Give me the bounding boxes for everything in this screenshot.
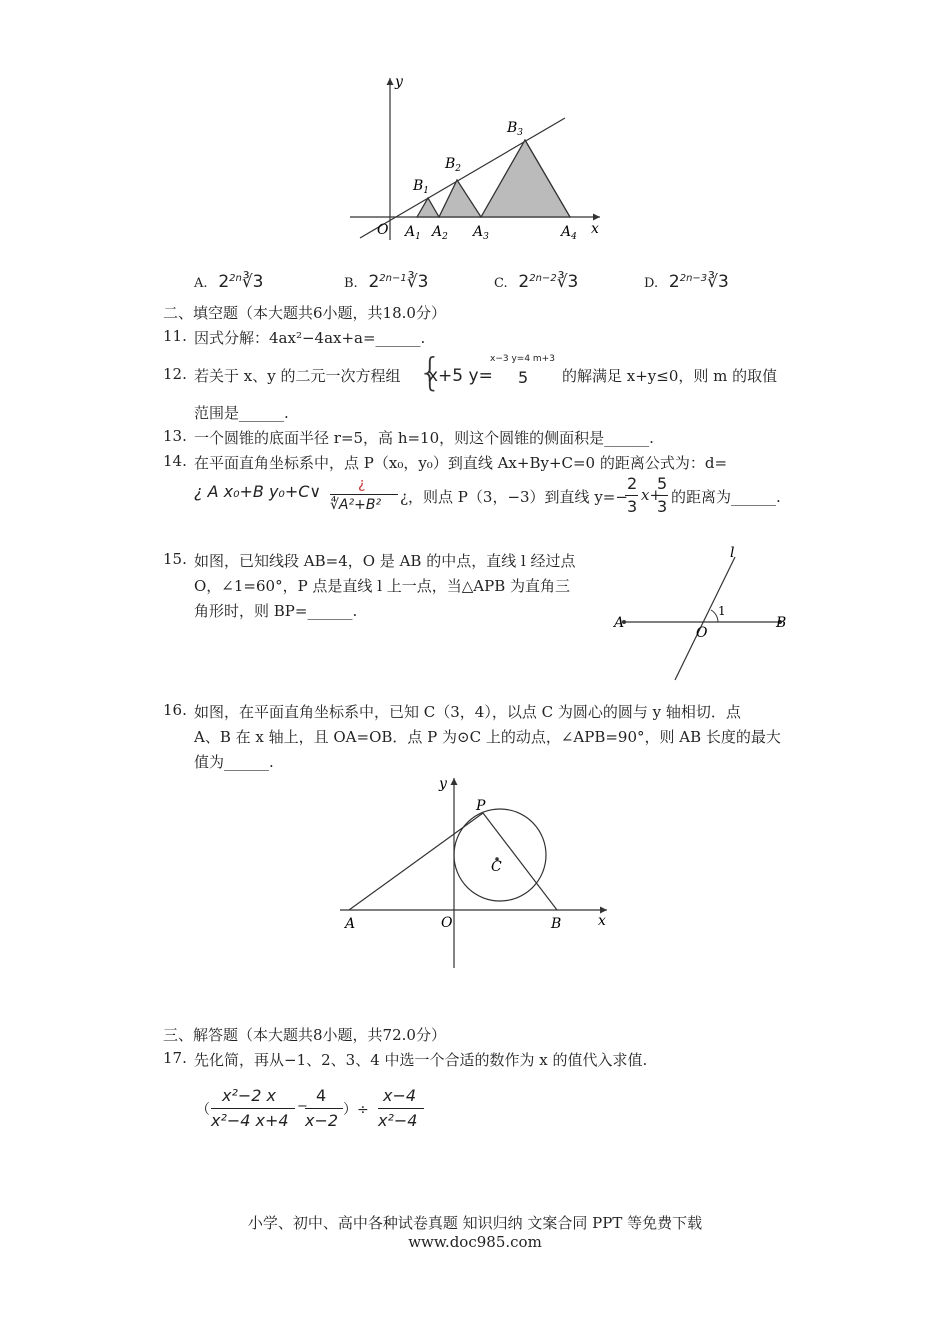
fig1-label-b2: $B_2$	[445, 156, 462, 174]
q17-close-divide: ）÷	[343, 1102, 369, 1118]
figure-line-through-midpoint	[610, 543, 800, 683]
q17-frac3-bar	[378, 1108, 424, 1109]
q14-line1: 在平面直角坐标系中，点 P（x₀，y₀）到直线 Ax+By+C=0 的距离公式为：d=	[194, 454, 728, 472]
q10-option-a: A. $2^{2n}∛3$	[194, 272, 264, 292]
q12-text: 若关于 x、y 的二元一次方程组	[194, 367, 401, 385]
q12-system-top: x−3 y=4 m+3	[490, 354, 555, 364]
figure-circle-tangent	[335, 770, 625, 975]
fig3-label-c: C	[491, 859, 502, 875]
q11-text: 因式分解：4ax²−4ax+a=______.	[194, 329, 426, 347]
q14-end: 的距离为______.	[671, 488, 781, 506]
fig3-label-o: O	[441, 915, 453, 931]
q14-formula-right: ¿，则点 P（3，−3）到直线 y=−	[400, 488, 628, 506]
q15-number: 15.	[163, 550, 187, 568]
q17-frac3-den: x²−4	[378, 1111, 418, 1130]
fig1-label-y: y	[395, 74, 403, 90]
q16-number: 16.	[163, 701, 187, 719]
q12-text-post: 的解满足 x+y≤0，则 m 的取值	[562, 367, 778, 385]
q10-option-d: D. $2^{2n-3}∛3$	[644, 272, 729, 292]
fig2-label-b: B	[776, 615, 787, 631]
q14-fraction1-den: 3	[627, 497, 638, 516]
q14-fraction2-bar	[655, 495, 668, 496]
q14-mid: x+	[641, 486, 663, 504]
fig2-label-o: O	[696, 625, 708, 641]
q12-number: 12.	[163, 365, 187, 383]
q15-line3: 角形时，则 BP=______.	[194, 602, 358, 620]
q14-frac-bar	[330, 494, 398, 495]
q12-text-line2: 范围是______.	[194, 404, 289, 422]
q14-number: 14.	[163, 452, 187, 470]
q15-line1: 如图，已知线段 AB=4，O 是 AB 的中点，直线 l 经过点	[194, 552, 576, 570]
fig1-label-o: O	[377, 222, 389, 238]
q15-line2: O，∠1=60°，P 点是直线 l 上一点，当△APB 为直角三	[194, 577, 571, 595]
footer-line1: 小学、初中、高中各种试卷真题 知识归纳 文案合同 PPT 等免费下载	[247, 1214, 703, 1232]
q10-option-b: B. $2^{2n-1}∛3$	[344, 272, 429, 292]
fig2-label-l: l	[730, 545, 735, 561]
fig3-label-y: y	[439, 776, 447, 792]
q17-frac1-num: x²−2 x	[222, 1086, 277, 1105]
q16-line2: A、B 在 x 轴上，且 OA=OB．点 P 为⊙C 上的动点，∠APB=90°，则 AB 长度的最大	[194, 728, 781, 746]
fig1-label-b1: $B_1$	[413, 178, 430, 196]
q13-number: 13.	[163, 427, 187, 445]
q17-frac1-bar	[211, 1108, 295, 1109]
fig1-label-a2: $A_2$	[432, 224, 448, 242]
fig2-label-a: A	[614, 615, 625, 631]
figure-triangles-on-line	[345, 68, 615, 248]
q10-option-c: C. $2^{2n-2}∛3$	[494, 272, 579, 292]
fig1-label-x: x	[591, 221, 599, 237]
section-heading-solutions: 三、解答题（本大题共8小题，共72.0分）	[163, 1026, 446, 1044]
fig1-label-a1: $A_1$	[405, 224, 421, 242]
fig3-label-b: B	[551, 916, 562, 932]
q17-open-paren: （	[196, 1102, 210, 1118]
q17-frac1-den: x²−4 x+4	[211, 1111, 289, 1130]
fig3-label-a: A	[345, 916, 356, 932]
q12-system-left: x+5 y=	[428, 366, 493, 386]
q17-minus: −	[297, 1099, 308, 1114]
section-heading-fill-in: 二、填空题（本大题共6小题，共18.0分）	[163, 304, 446, 322]
q16-line1: 如图，在平面直角坐标系中，已知 C（3，4），以点 C 为圆心的圆与 y 轴相切．点	[194, 703, 741, 721]
q17-frac2-num: 4	[316, 1086, 327, 1105]
q17-frac2-bar	[305, 1108, 343, 1109]
q12-system-den: 5	[518, 368, 529, 387]
q14-fraction2-den: 3	[657, 497, 668, 516]
q16-line3: 值为______.	[194, 753, 274, 771]
q14-fraction1-bar	[625, 495, 638, 496]
q17-frac3-num: x−4	[383, 1086, 417, 1105]
q17-frac2-den: x−2	[305, 1111, 339, 1130]
q14-frac-den: ∜A²+B²	[330, 497, 382, 513]
q11-number: 11.	[163, 327, 187, 345]
q17-number: 17.	[163, 1049, 187, 1067]
footer-url[interactable]: www.doc985.com	[408, 1233, 542, 1251]
q13-text: 一个圆锥的底面半径 r=5，高 h=10，则这个圆锥的侧面积是______.	[194, 429, 654, 447]
q14-fraction2-num: 5	[657, 474, 668, 493]
fig1-label-a4: $A_4$	[561, 224, 577, 242]
fig1-label-b3: $B_3$	[507, 120, 524, 138]
fig3-label-x: x	[598, 913, 606, 929]
q14-fraction1-num: 2	[627, 474, 638, 493]
fig3-label-p: P	[476, 798, 486, 814]
q14-formula-left: ¿ A x₀+B y₀+C∨	[194, 482, 322, 501]
fig2-label-angle: 1	[718, 604, 726, 618]
q14-frac-num: ¿	[358, 476, 366, 492]
fig1-label-a3: $A_3$	[473, 224, 489, 242]
q17-text: 先化简，再从−1、2、3、4 中选一个合适的数作为 x 的值代入求值.	[194, 1051, 648, 1069]
q12-system-brace: {	[418, 350, 443, 394]
